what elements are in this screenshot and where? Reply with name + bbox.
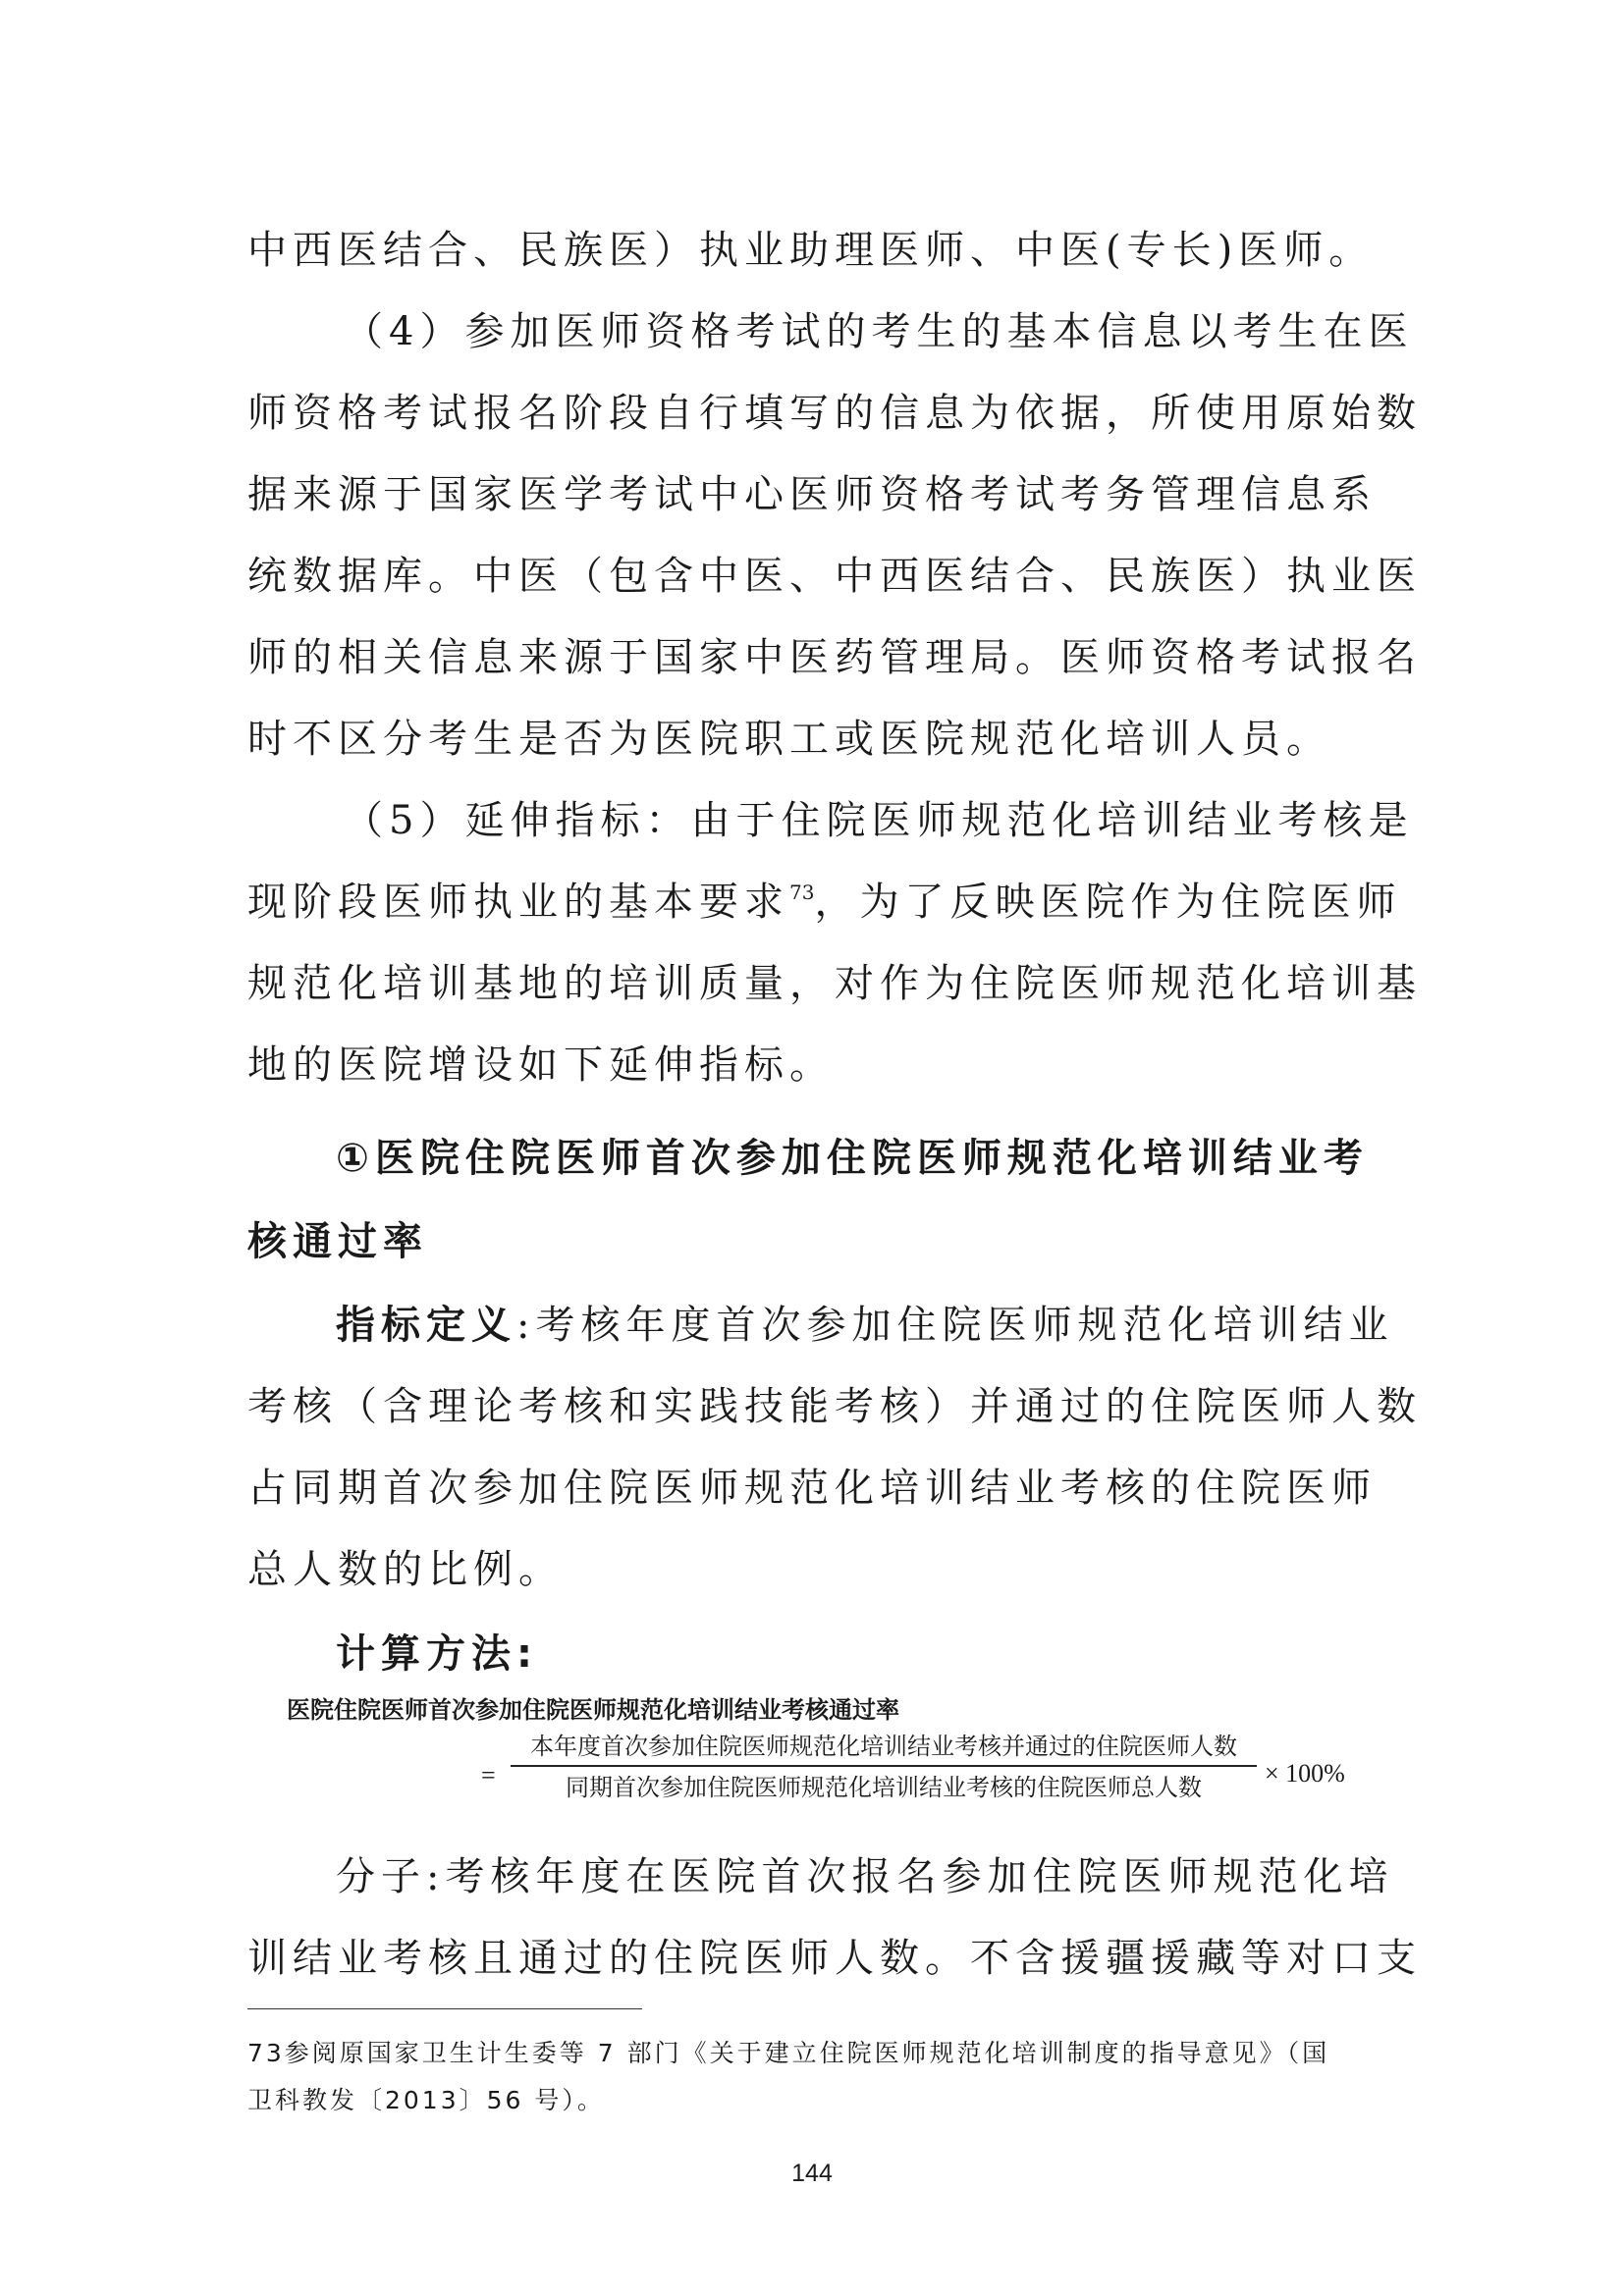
formula-denominator: 同期首次参加住院医师规范化培训结业考核的住院医师总人数 [566, 1774, 1202, 1801]
calculation-label: 计算方法: [336, 1631, 538, 1677]
body-line-1: 中西医结合、民族医）执业助理医师、中医(专长)医师。 [247, 228, 1375, 273]
definition-text: :考核年度首次参加住院医师规范化培训结业 [516, 1303, 1394, 1348]
line9-text-post: ，为了反映医院作为住院医师 [814, 880, 1402, 925]
body-line-4: 据来源于国家医学考试中心医师资格考试考务管理信息系 [247, 472, 1377, 517]
body-line-8: （5）延伸指标：由于住院医师规范化培训结业考核是 [344, 798, 1414, 843]
formula-numerator: 本年度首次参加住院医师规范化培训结业考核并通过的住院医师人数 [530, 1733, 1237, 1760]
section-heading-line-2: 核通过率 [247, 1219, 428, 1264]
body-line-6: 师的相关信息来源于国家中医药管理局。医师资格考试报名 [247, 635, 1422, 680]
footnote-line-2: 卫科教发〔2013〕56 号）。 [247, 2086, 605, 2114]
formula-name: 医院住院医师首次参加住院医师规范化培训结业考核通过率 [287, 1696, 899, 1724]
body-line-9 [247, 873, 1402, 932]
formula-equals: = [481, 1761, 496, 1789]
page-number: 144 [791, 2160, 833, 2187]
formula-fraction [511, 1730, 1257, 1804]
body-line-3: 师资格考试报名阶段自行填写的信息为依据，所使用原始数 [247, 391, 1422, 436]
body-line-7: 时不区分考生是否为医院职工或医院规范化培训人员。 [247, 717, 1331, 762]
footnote-divider [247, 2008, 642, 2009]
section-heading-line-1: ①医院住院医师首次参加住院医师规范化培训结业考 [336, 1136, 1369, 1181]
formula [481, 1730, 1365, 1828]
line9-text-pre: 现阶段医师执业的基本要求 [247, 880, 789, 925]
definition-line-4: 总人数的比例。 [247, 1547, 564, 1592]
numerator-line-2: 训结业考核且通过的住院医师人数。不含援疆援藏等对口支 [247, 1936, 1422, 1981]
definition-line-1 [336, 1296, 1465, 1355]
body-line-5: 统数据库。中医（包含中医、中西医结合、民族医）执业医 [247, 554, 1422, 599]
body-line-10: 规范化培训基地的培训质量，对作为住院医师规范化培训基 [247, 961, 1422, 1006]
body-line-11: 地的医院增设如下延伸指标。 [247, 1042, 835, 1088]
definition-line-2: 考核（含理论考核和实践技能考核）并通过的住院医师人数 [247, 1384, 1422, 1429]
numerator-line-1: 分子:考核年度在医院首次报名参加住院医师规范化培 [336, 1854, 1394, 1899]
body-line-2: （4）参加医师资格考试的考生的基本信息以考生在医 [344, 309, 1414, 354]
fraction-bar [511, 1765, 1257, 1767]
formula-multiplier: × 100% [1265, 1759, 1345, 1788]
definition-line-3: 占同期首次参加住院医师规范化培训结业考核的住院医师 [247, 1466, 1377, 1511]
footnote-line-1: 73参阅原国家卫生计生委等 7 部门《关于建立住院医师规范化培训制度的指导意见》（国 [247, 2039, 1330, 2067]
definition-label: 指标定义 [336, 1303, 516, 1348]
footnote-ref[interactable]: 73 [789, 881, 815, 904]
